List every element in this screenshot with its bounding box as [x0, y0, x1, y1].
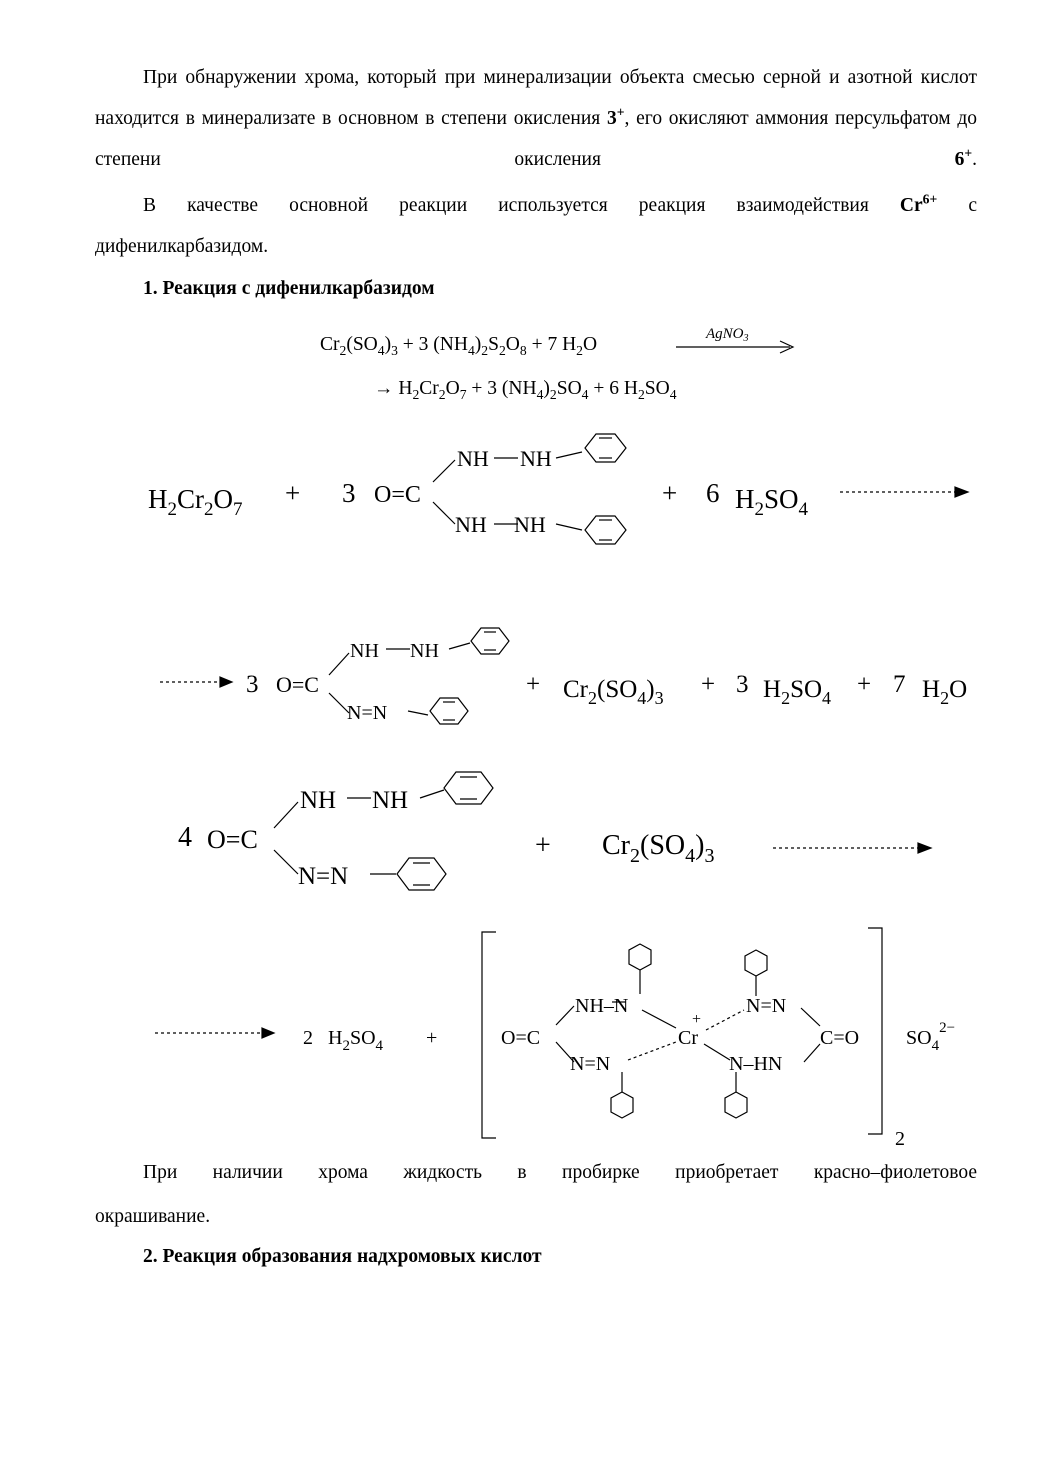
reaction-arrow-catalyst [672, 322, 798, 356]
section-heading-1: 1. Реакция с дифенилкарбазидом [143, 278, 435, 299]
paragraph-text: При обнаружении хрома, который при минерализации объекта смесью серной и азотной кислот находится в минерализате в основном в степени окисления [95, 67, 977, 129]
svg-text:H2SO4: $H_2SO_4$ [763, 676, 832, 708]
equation-oxidation-rhs: → $H_2Cr_2O_7 + 3$ $(NH_4)_2SO_4 + 6$ $H_2SO_4$ [374, 378, 677, 402]
svg-text:+: + [692, 1011, 702, 1028]
paragraph-main-reaction-cont: дифенилкарбазидом. [95, 236, 269, 257]
svg-text:NH: NH [350, 640, 379, 662]
svg-text:N–HN: N–HN [729, 1053, 783, 1075]
paragraph-main-reaction: В качестве основной реакции используется реакция взаимодействия $Cr^{6+}$ с [143, 191, 978, 216]
svg-text:2: 2 [895, 1128, 905, 1150]
paragraph-chromium-detection: При обнаружении хрома, который при минерализации объекта смесью серной и азотной кислот находится в минерализате в основном в степени окисления 3+, его окисляют аммония персульфатом до степени окисления 6+. [95, 67, 977, 170]
svg-text:NH: NH [457, 446, 489, 471]
svg-text:O=C: O=C [501, 1027, 541, 1049]
paragraph-color-result: При наличии хрома жидкость в пробирке приобретает красно–фиолетовое [143, 1162, 977, 1183]
svg-text:H2SO4: $H_2SO_4$ [735, 484, 809, 520]
section-heading-2: 2. Реакция образования надхромовых кислот [143, 1246, 542, 1267]
svg-text:NH: NH [514, 512, 546, 537]
svg-text:3: 3 [342, 478, 356, 508]
svg-text:NH: NH [372, 787, 409, 814]
chromium-ion: $Cr^{6+}$ [899, 191, 938, 216]
paragraph-text: , его окисляют аммония персульфатом до степени окисления [95, 108, 977, 170]
svg-text:NH: NH [410, 640, 439, 662]
svg-text:O=C: O=C [276, 672, 319, 697]
oxidation-state-3: 3+ [607, 104, 625, 129]
svg-text:+: + [285, 478, 301, 508]
svg-text:+: + [857, 671, 872, 698]
paragraph-text: В качестве основной реакции используется реакция взаимодействия [143, 195, 900, 216]
svg-text:O=C: O=C [207, 825, 258, 854]
svg-text:NH–N: NH–N [575, 995, 629, 1017]
svg-text:3: 3 [246, 671, 259, 698]
svg-text:+: + [662, 478, 678, 508]
svg-text:+: + [701, 671, 716, 698]
reaction-scheme-2 [0, 615, 1039, 735]
oxidation-state-6: 6+ [954, 145, 973, 170]
svg-text:+: + [426, 1027, 438, 1049]
reaction-scheme-3 [0, 760, 1039, 900]
svg-text:N=N: N=N [298, 863, 349, 890]
svg-text:NH: NH [300, 787, 337, 814]
svg-text:N=N: N=N [746, 995, 787, 1017]
svg-text:O=C: O=C [374, 482, 421, 508]
svg-text:7: 7 [893, 671, 906, 698]
svg-text:N=N: N=N [570, 1053, 611, 1075]
svg-text:4: 4 [178, 822, 192, 853]
svg-text:NH: NH [520, 446, 552, 471]
svg-text:2: 2 [303, 1027, 313, 1049]
svg-text:SO42−: $SO_4^{2-}$ [906, 1020, 956, 1054]
svg-text:+: + [535, 830, 551, 861]
svg-text:6: 6 [706, 478, 720, 508]
svg-text:Cr2(SO4)3: $Cr_2(SO_4)_3$ [563, 676, 664, 708]
svg-text:Cr2(SO4)3: $Cr_2(SO_4)_3$ [602, 830, 715, 867]
svg-text:C=O: C=O [820, 1027, 860, 1049]
svg-text:NH: NH [455, 512, 487, 537]
svg-text:N=N: N=N [347, 702, 388, 724]
svg-text:H2Cr2O7: $H_2Cr_2O_7$ [148, 484, 243, 520]
svg-text:+: + [526, 671, 541, 698]
equation-oxidation-lhs: $Cr_2(SO_4)_3 + 3$ $(NH_4)_2S_2O_8 + 7$ $H_2O$ [320, 334, 598, 358]
paragraph-color-result-cont: окрашивание. [95, 1206, 211, 1227]
svg-text:H2O: $H_2O$ [922, 676, 968, 708]
svg-text:H2SO4: $H_2SO_4$ [328, 1027, 384, 1054]
svg-text:Cr: Cr [678, 1027, 698, 1049]
svg-text:3: 3 [736, 671, 749, 698]
chromium-complex-scheme [0, 920, 1039, 1160]
svg-text:AgNO3: AgNO$_3$ [706, 326, 749, 344]
reaction-scheme-1 [0, 420, 1039, 560]
